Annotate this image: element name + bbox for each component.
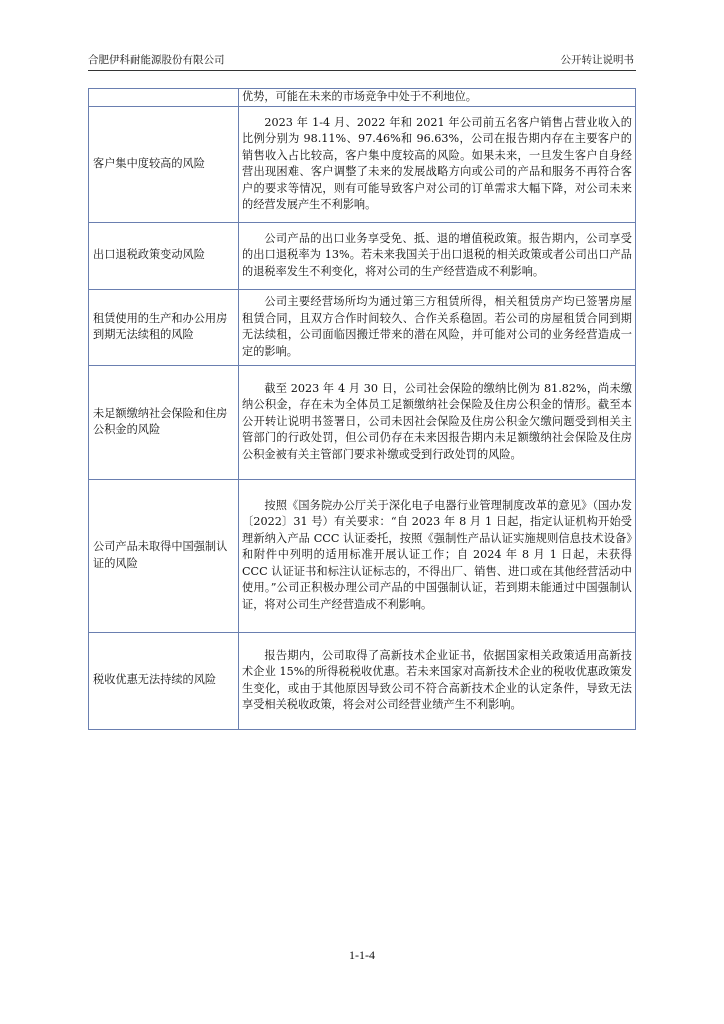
risk-name-cell: 租赁使用的生产和办公用房到期无法续租的风险: [89, 289, 239, 365]
risk-description-cell: 报告期内，公司取得了高新技术企业证书，依据国家相关政策适用高新技术企业 15%的所得税税收优惠。若未来国家对高新技术企业的税收优惠政策发生变化，或由于其他原因导致公司不符合高新技术企业的认定条件，导致无法享受相关税收政策，将会对公司经营业绩产生不利影响。: [239, 632, 636, 729]
risk-description-cell: 优势，可能在未来的市场竞争中处于不利地位。: [239, 89, 636, 107]
table-row: [89, 89, 636, 107]
table-row: [89, 289, 636, 365]
risk-description-cell: 截至 2023 年 4 月 30 日，公司社会保险的缴纳比例为 81.82%，尚未缴纳公积金，存在未为全体员工足额缴纳社会保险及住房公积金的情形。截至本公开转让说明书签署日，公司未因社会保险及住房公积金欠缴问题受到相关主管部门的行政处罚，但公司仍存在未来因报告期内未足额缴纳社会保险及住房公积金被有关主管部门要求补缴或受到行政处罚的风险。: [239, 365, 636, 479]
risk-name-cell: 客户集中度较高的风险: [89, 106, 239, 222]
table-row: [89, 106, 636, 222]
header-document-title: 公开转让说明书: [560, 54, 634, 66]
risk-name-cell: 未足额缴纳社会保险和住房公积金的风险: [89, 365, 239, 479]
table-row: [89, 222, 636, 289]
risk-name-cell: [89, 89, 239, 107]
risk-description-cell: 2023 年 1-4 月、2022 年和 2021 年公司前五名客户销售占营业收入的比例分别为 98.11%、97.46%和 96.63%，公司在报告期内存在主要客户的销售收入占比较高，客户集中度较高的风险。如果未来，一旦发生客户自身经营出现困难、客户调整了未来的发展战略方向或公司的产品和服务不再符合客户的要求等情况，则有可能导致客户对公司的订单需求大幅下降，对公司未来的经营发展产生不利影响。: [239, 106, 636, 222]
risk-description-cell: 公司主要经营场所均为通过第三方租赁所得，相关租赁房产均已签署房屋租赁合同，且双方合作时间较久、合作关系稳固。若公司的房屋租赁合同到期无法续租，公司面临因搬迁带来的潜在风险，并可能对公司的业务经营造成一定的影响。: [239, 289, 636, 365]
risk-description-cell: 按照《国务院办公厅关于深化电子电器行业管理制度改革的意见》（国办发〔2022〕31 号）有关要求：“自 2023 年 8 月 1 日起，指定认证机构开始受理新纳入产品 CCC 认证委托，按照《强制性产品认证实施规则信息技术设备》和附件中列明的适用标准开展认证工作；自 2024 年 8 月 1 日起，未获得 CCC 认证证书和标注认证标志的，不得出厂、销售、进口或在其他经营活动中使用。”公司正积极办理公司产品的中国强制认证，若到期未能通过中国强制认证，将对公司生产经营造成不利影响。: [239, 479, 636, 632]
risk-description-cell: 公司产品的出口业务享受免、抵、退的增值税政策。报告期内，公司享受的出口退税率为 13%。若未来我国关于出口退税的相关政策或者公司出口产品的退税率发生不利变化，将对公司的生产经营造成不利影响。: [239, 222, 636, 289]
risk-name-cell: 税收优惠无法持续的风险: [89, 632, 239, 729]
risk-name-cell: 出口退税政策变动风险: [89, 222, 239, 289]
table-row: [89, 632, 636, 729]
page-number: 1-1-4: [349, 948, 375, 962]
table-row: [89, 479, 636, 632]
table-row: [89, 365, 636, 479]
risk-table: [88, 88, 636, 730]
header-company-name: 合肥伊科耐能源股份有限公司: [88, 54, 225, 66]
risk-name-cell: 公司产品未取得中国强制认证的风险: [89, 479, 239, 632]
page-header: [88, 52, 636, 71]
